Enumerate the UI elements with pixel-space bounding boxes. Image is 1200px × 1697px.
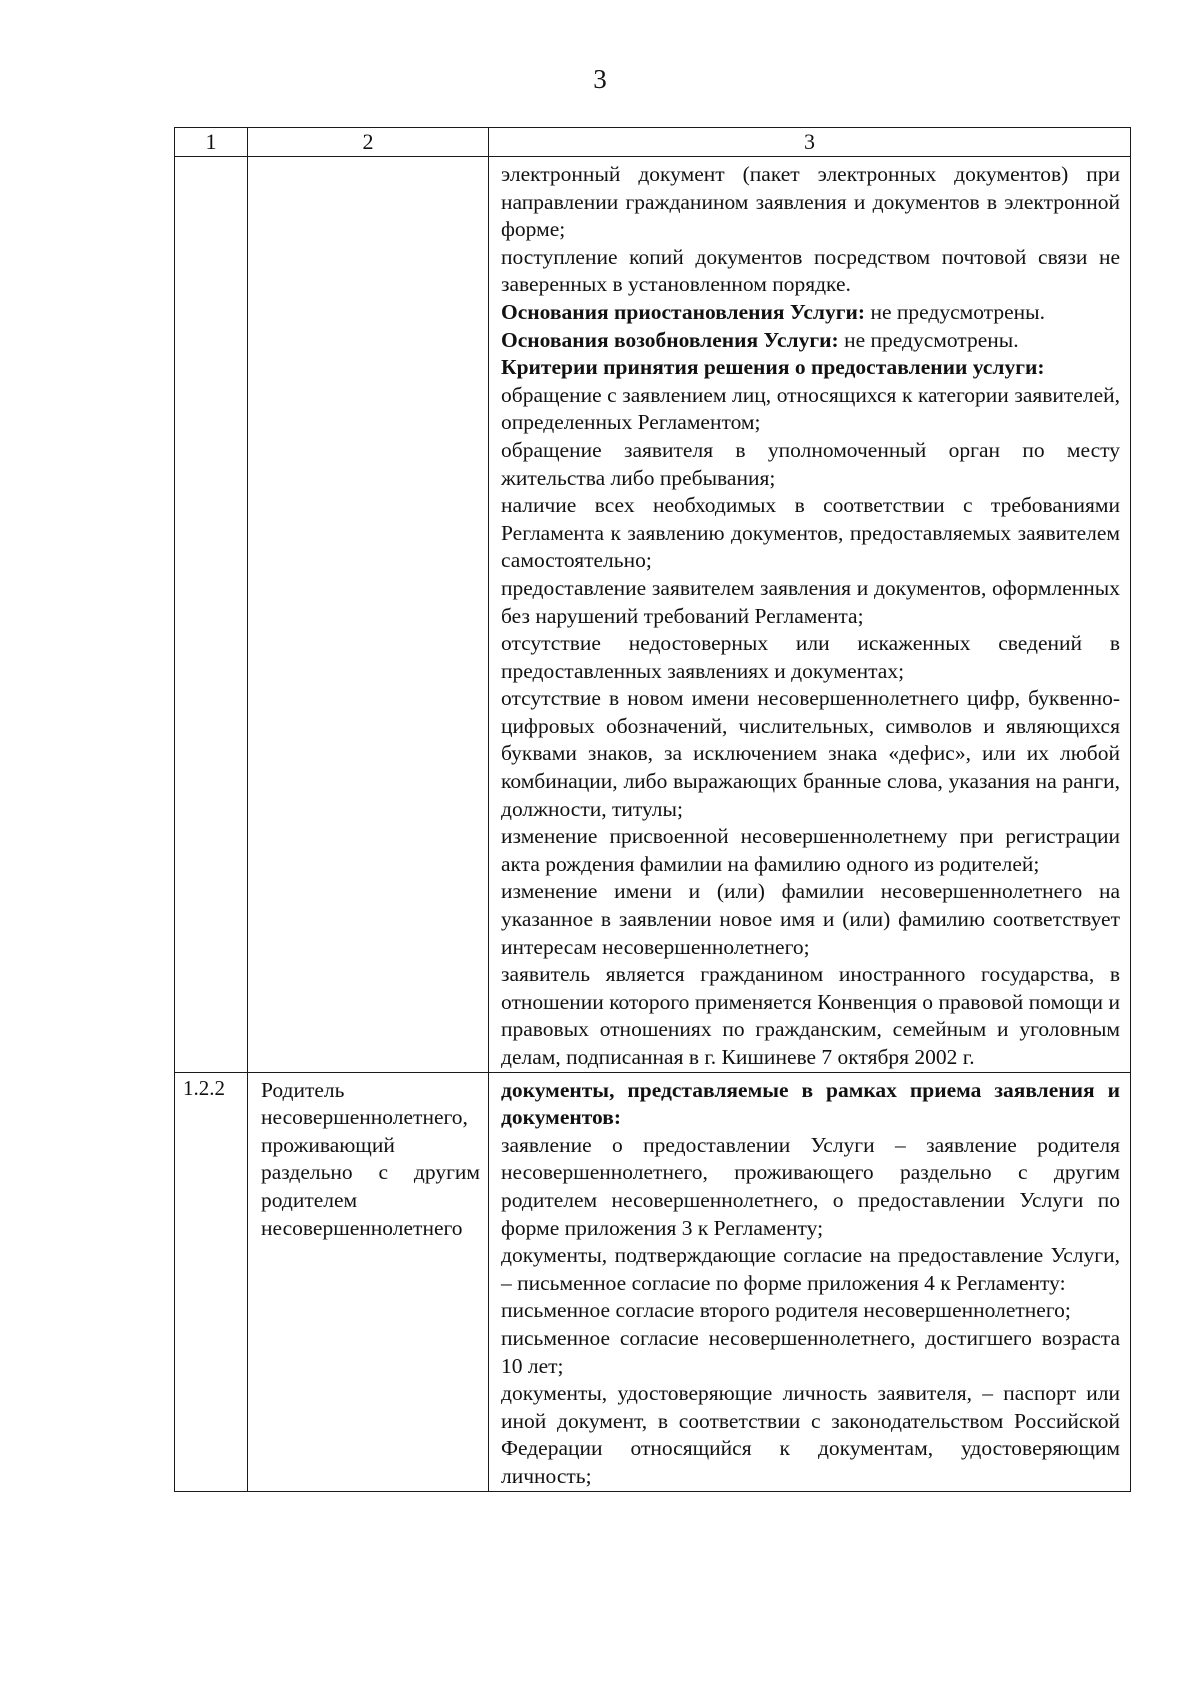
content-paragraph: [501, 961, 1120, 1071]
row-number: [175, 157, 248, 1073]
row-number: 1.2.2: [175, 1072, 248, 1491]
paragraph-text: предоставление заявителем заявления и документов, оформленных без нарушений требований Регламента;: [501, 575, 1120, 628]
document-table: [174, 127, 1131, 1492]
paragraph-heading: документы, представляемые в рамках приема заявления и документов:: [501, 1077, 1120, 1130]
paragraph-heading: Основания возобновления Услуги:: [501, 327, 839, 352]
content-paragraph: [501, 299, 1120, 327]
paragraph-text: письменное согласие несовершеннолетнего, достигшего возраста 10 лет;: [501, 1325, 1120, 1378]
content-paragraph: [501, 878, 1120, 961]
content-paragraph: [501, 492, 1120, 575]
content-paragraph: [501, 575, 1120, 630]
paragraph-text: отсутствие в новом имени несовершеннолетнего цифр, буквенно-цифровых обозначений, числительных, символов и являющихся буквами знаков, за исключением знака «дефис», или их любой комбинации, либо выражающих бранные слова, указания на ранги, должности, титулы;: [501, 686, 1120, 821]
content-paragraph: [501, 382, 1120, 437]
content-paragraph: [501, 823, 1120, 878]
paragraph-text: обращение с заявлением лиц, относящихся к категории заявителей, определенных Регламентом;: [501, 382, 1120, 435]
content-paragraph: [501, 1242, 1120, 1297]
content-paragraph: [501, 437, 1120, 492]
content-paragraph: [501, 1380, 1120, 1490]
paragraph-text: обращение заявителя в уполномоченный орган по месту жительства либо пребывания;: [501, 437, 1120, 490]
paragraph-text: отсутствие недостоверных или искаженных сведений в предоставленных заявлениях и документах;: [501, 631, 1120, 683]
paragraph-text: документы, удостоверяющие личность заявителя, – паспорт или иной документ, в соответствии с законодательством Российской Федерации относящийся к документам, удостоверяющим личность;: [501, 1381, 1120, 1488]
header-col-1: 1: [175, 128, 248, 157]
paragraph-text: изменение присвоенной несовершеннолетнему при регистрации акта рождения фамилии на фамилию одного из родителей;: [501, 824, 1120, 876]
paragraph-text: не предусмотрены.: [838, 327, 1019, 352]
content-paragraph: [501, 1077, 1120, 1132]
content-paragraph: [501, 1325, 1120, 1380]
header-col-2: 2: [248, 128, 489, 157]
table-row: [175, 157, 1131, 1073]
page-number: 3: [593, 64, 607, 94]
table-header-row: [175, 128, 1131, 157]
paragraph-text: не предусмотрены.: [865, 299, 1045, 324]
header-col-3: 3: [489, 128, 1131, 157]
paragraph-text: документы, подтверждающие согласие на предоставление Услуги, – письменное согласие по форме приложения 4 к Регламенту:: [501, 1243, 1120, 1295]
paragraph-text: письменное согласие второго родителя несовершеннолетнего;: [501, 1298, 1071, 1323]
content-paragraph: [501, 1132, 1120, 1242]
content-paragraph: [501, 354, 1120, 382]
content-paragraph: [501, 630, 1120, 685]
row-applicant-category: Родитель несовершеннолетнего, проживающий раздельно с другим родителем несовершеннолетнего: [248, 1072, 489, 1491]
paragraph-text: наличие всех необходимых в соответствии с требованиями Регламента к заявлению документов, предоставляемых заявителем самостоятельно;: [501, 493, 1120, 573]
row-content: [489, 157, 1131, 1073]
paragraph-heading: Критерии принятия решения о предоставлении услуги:: [501, 355, 1045, 380]
table-row: [175, 1072, 1131, 1491]
content-paragraph: [501, 685, 1120, 823]
content-paragraph: [501, 327, 1120, 355]
content-paragraph: [501, 1297, 1120, 1325]
row-content: [489, 1072, 1131, 1491]
paragraph-text: заявитель является гражданином иностранного государства, в отношении которого применяется Конвенция о правовой помощи и правовых отношениях по гражданским, семейным и уголовным делам, подписанная в г. Кишиневе 7 октября 2002 г.: [501, 962, 1120, 1069]
content-paragraph: [501, 161, 1120, 244]
paragraph-text: заявление о предоставлении Услуги – заявление родителя несовершеннолетнего, проживающего раздельно с другим родителем несовершеннолетнего, о предоставлении Услуги по форме приложения 3 к Регламенту;: [501, 1132, 1120, 1240]
paragraph-text: изменение имени и (или) фамилии несовершеннолетнего на указанное в заявлении новое имя и (или) фамилию соответствует интересам несовершеннолетнего;: [501, 879, 1120, 959]
paragraph-text: электронный документ (пакет электронных документов) при направлении гражданином заявления и документов в электронной форме;: [501, 162, 1120, 242]
content-paragraph: [501, 244, 1120, 299]
paragraph-heading: Основания приостановления Услуги:: [501, 299, 866, 324]
paragraph-text: поступление копий документов посредством почтовой связи не заверенных в установленном порядке.: [501, 244, 1120, 297]
row-applicant-category: [248, 157, 489, 1073]
